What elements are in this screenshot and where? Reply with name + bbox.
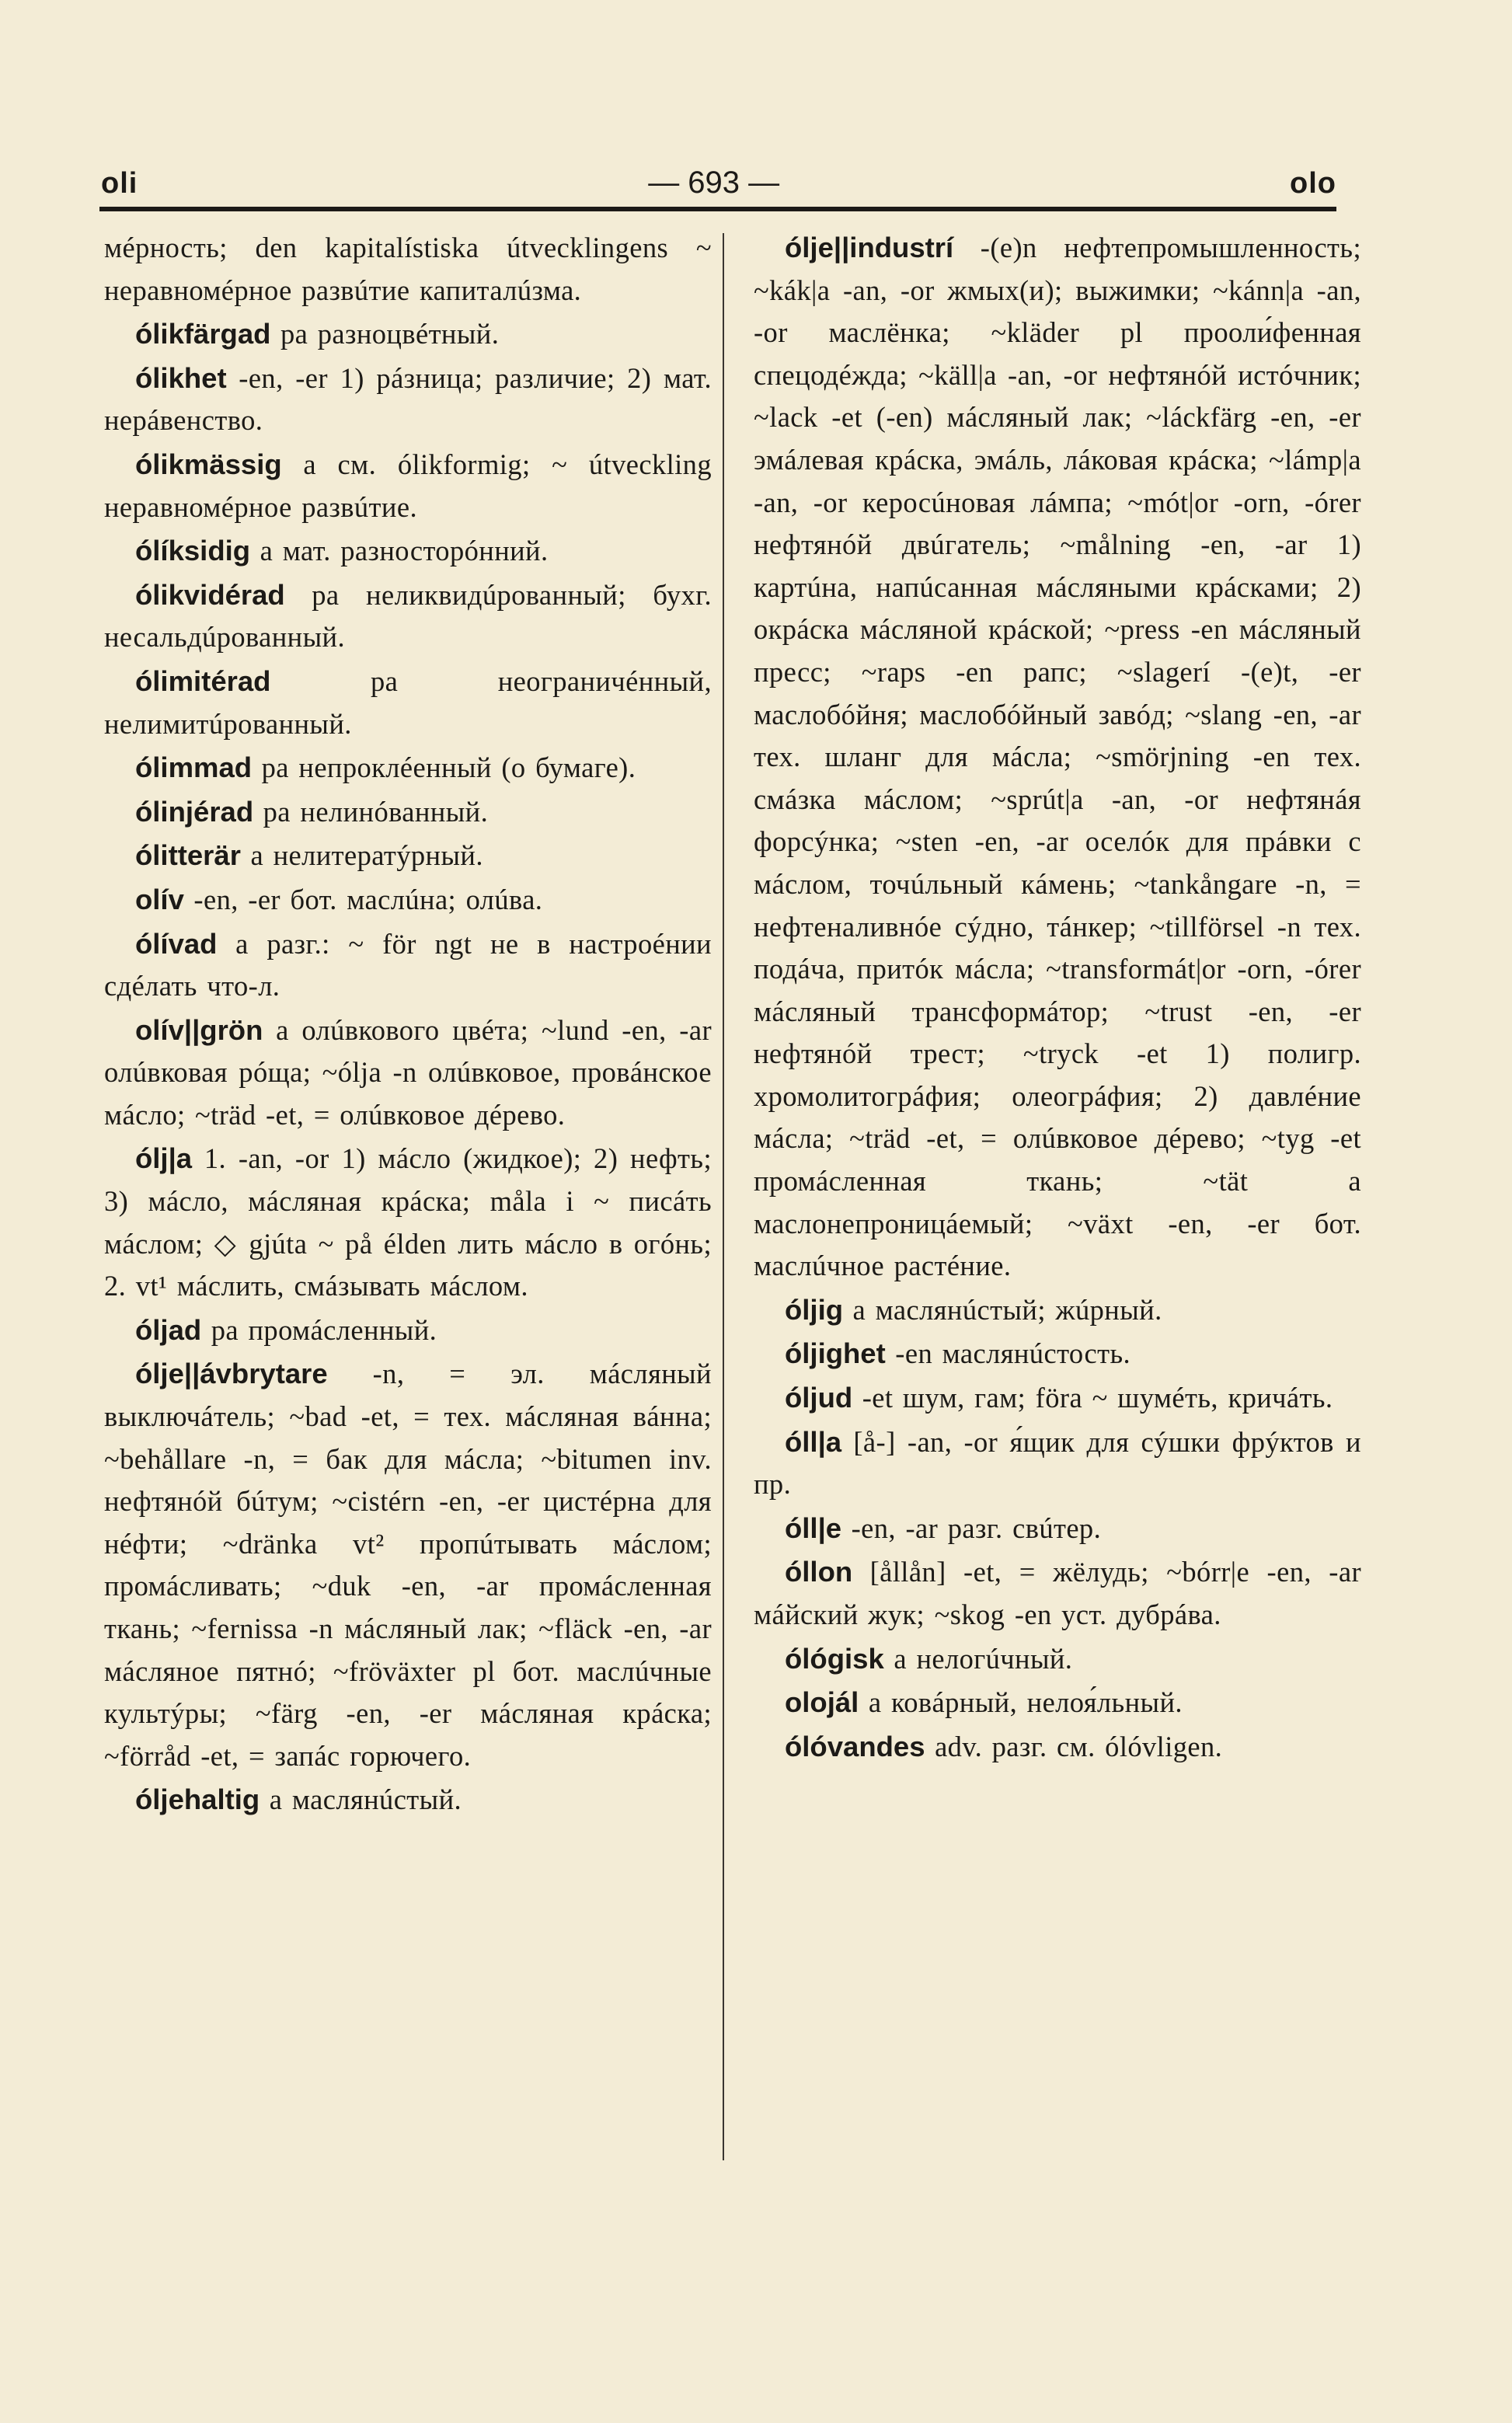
entry-headword: óll|a bbox=[785, 1425, 842, 1458]
entry-text: pa неликвидúрованный; бухг. несальдúрованный. bbox=[104, 578, 712, 654]
dictionary-entry bbox=[754, 1508, 1361, 1550]
left-column bbox=[104, 227, 712, 1823]
entry-text: -en маслянúстость. bbox=[895, 1337, 1131, 1370]
entry-text: a ковáрный, нелоя́льный. bbox=[868, 1686, 1183, 1719]
entry-headword: olív||grön bbox=[135, 1013, 263, 1046]
entry-text: a маслянúстый; жúрный. bbox=[852, 1293, 1162, 1326]
dictionary-entry bbox=[104, 661, 712, 745]
dictionary-entry bbox=[104, 1353, 712, 1777]
entry-headword: olojál bbox=[785, 1686, 859, 1719]
dictionary-entry bbox=[104, 357, 712, 442]
entry-headword: ólimmad bbox=[135, 751, 253, 784]
header-right-word: olo bbox=[1290, 167, 1336, 200]
entry-text: -(e)n нефтепромышленность; ~kák|a -an, -or жмых(и); выжимки; ~kánn|a -an, -or маслёнка; ~kläder pl прооли́фенная спецодéжда; ~käll|a -an, -or нефтянóй истóчник; ~lack -et (-en) мáсляный лак; ~láckfärg -en, -er эмáлевая крáска, эмáль, лáковая крáска; ~lámp|a -an, -or керосúновая лáмпа; ~mót|or -orn, -órer нефтянóй двúгатель; ~målning -en, -ar 1) картúна, напúсанная мáсляными крáсками; 2) окрáска мáсляной крáской; ~press -en мáсляный пресс; ~raps -en рапс; ~slagerí -(e)t, -er маслобóйня; маслобóйный завóд; ~slang -en, -ar тех. шланг для мáсла; ~smörjning -en тех. смáзка мáслом; ~sprút|a -an, -or нефтянáя форсýнка; ~sten -en, -ar оселóк для прáвки с мáслом, точúльный кáмень; ~tankångare -n, = нефтеналивнóе сýдно, тáнкер; ~tillförsel -n тех. подáча, притóк мáсла; ~transformát|or -orn, -órer мáсляный трансформáтор; ~trust -en, -er нефтянóй трест; ~tryck -et 1) полигр. хромолитогрáфия; олеогрáфия; 2) давлéние мáсла; ~träd -et, = олúвковое дéрево; ~tyg -et промáсленная ткань; ~tät a маслонепроницáемый; ~växt -en, -er бот. маслúчное растéние. bbox=[754, 232, 1361, 1282]
right-column bbox=[754, 227, 1361, 1769]
header-left-word: oli bbox=[101, 167, 138, 200]
entry-headword: ólikmässig bbox=[135, 448, 282, 480]
entry-headword: óljad bbox=[135, 1313, 202, 1346]
dictionary-entry bbox=[754, 1333, 1361, 1375]
entry-headword: ólíksidig bbox=[135, 535, 251, 567]
dictionary-entry bbox=[754, 1638, 1361, 1681]
entry-text: -en, -er 1) рáзница; различие; 2) мат. нерáвенство. bbox=[104, 361, 712, 437]
entry-headword: ólje||ávbrytare bbox=[135, 1358, 328, 1390]
dictionary-entry bbox=[754, 1421, 1361, 1506]
dictionary-entry bbox=[754, 1377, 1361, 1420]
entry-text: мéрность; den kapitalístiska útvecklingens ~ неравномéрное развúтие капиталúзма. bbox=[104, 232, 712, 306]
entry-text: -en, -ar разг. свúтер. bbox=[851, 1511, 1102, 1544]
entry-text: a олúвкового цвéта; ~lund -en, -ar олúвковая рóща; ~ólja -n олúвковое, провáнское мáсло; ~träd -et, = олúвковое дéрево. bbox=[104, 1013, 712, 1131]
dictionary-entry bbox=[754, 227, 1361, 1288]
entry-text: pa разноцвéтный. bbox=[280, 318, 500, 350]
entry-text: pa нелинóванный. bbox=[263, 795, 489, 828]
entry-headword: óljehaltig bbox=[135, 1783, 260, 1816]
entry-headword: ólitterär bbox=[135, 839, 241, 872]
dictionary-entry bbox=[104, 791, 712, 834]
entry-text: [ållån] -et, = жёлудь; ~bórr|e -en, -ar мáйский жук; ~skog -en уст. дубрáва. bbox=[754, 1556, 1361, 1630]
entry-text: 1. -an, -or 1) мáсло (жидкое); 2) нефть; 3) мáсло, мáсляная крáска; måla i ~ писáть мáслом; ◇ gjúta ~ på élden лить мáсло в огóнь; 2. vt¹ мáслить, смáзывать мáслом. bbox=[104, 1142, 712, 1302]
dictionary-entry bbox=[104, 444, 712, 528]
entry-headword: óljig bbox=[785, 1293, 844, 1326]
entry-text: a маслянúстый. bbox=[269, 1783, 462, 1816]
entry-text: -n, = эл. мáсляный выключáтель; ~bad -et, = тех. мáсляная вáнна; ~behållare -n, = бак для мáсла; ~bitumen inv. нефтянóй бúтум; ~cistérn -en, -er цистéрна для нéфти; ~dränka vt² пропúтывать мáслом; промáсливать; ~duk -en, -ar промáсленная ткань; ~fernissa -n мáсляный лак; ~fläck -en, -ar мáсляное пятнó; ~fröväxter pl бот. маслúчные культýры; ~färg -en, -er мáсляная крáска; ~förråd -et, = запáс горючего. bbox=[104, 1358, 712, 1772]
dictionary-entry bbox=[754, 1682, 1361, 1724]
entry-text: -et шум, гам; föra ~ шумéть, кричáть. bbox=[862, 1382, 1333, 1414]
dictionary-entry bbox=[104, 923, 712, 1008]
column-separator bbox=[723, 233, 724, 2160]
entry-text: pa непроклéенный (о бумаге). bbox=[261, 751, 636, 784]
entry-text: a нелогúчный. bbox=[894, 1642, 1073, 1675]
entry-headword: óll|e bbox=[785, 1511, 842, 1544]
page-header bbox=[101, 152, 1336, 200]
entry-headword: ólj|a bbox=[135, 1142, 193, 1175]
entry-text: a мат. разносторóнний. bbox=[260, 535, 549, 567]
entry-headword: ólívad bbox=[135, 927, 218, 960]
dictionary-entry bbox=[104, 313, 712, 356]
entry-headword: ólje||industrí bbox=[785, 232, 954, 263]
dictionary-entry bbox=[104, 835, 712, 877]
entry-headword: ólóvandes bbox=[785, 1730, 925, 1762]
entry-headword: ólikvidérad bbox=[135, 578, 285, 611]
entry-text: -en, -er бот. маслúна; олúва. bbox=[193, 883, 543, 915]
dictionary-entry bbox=[754, 1551, 1361, 1636]
entry-text: pa промáсленный. bbox=[211, 1313, 437, 1346]
entry-text: adv. разг. см. ólóvligen. bbox=[935, 1730, 1223, 1762]
entry-text: a нелитератýрный. bbox=[250, 839, 483, 872]
dictionary-entry bbox=[104, 879, 712, 922]
header-rule bbox=[99, 207, 1336, 211]
dictionary-entry bbox=[104, 1779, 712, 1822]
entry-text: a разг.: ~ för ngt не в настроéнии сдéлать что-л. bbox=[104, 927, 712, 1002]
entry-headword: olív bbox=[135, 883, 184, 915]
entry-headword: ólikfärgad bbox=[135, 318, 271, 350]
page-number: — 693 — bbox=[648, 166, 780, 200]
entry-headword: ólikhet bbox=[135, 361, 227, 394]
dictionary-entry bbox=[104, 1309, 712, 1352]
dictionary-entry bbox=[104, 530, 712, 573]
dictionary-entry bbox=[104, 747, 712, 790]
entry-text: a см. ólikformig; ~ útveckling неравномéрное развúтие. bbox=[104, 448, 712, 523]
entry-headword: óljighet bbox=[785, 1337, 886, 1370]
dictionary-entry bbox=[104, 1138, 712, 1307]
dictionary-entry bbox=[754, 1726, 1361, 1769]
entry-text: [å-] -an, -or я́щик для сýшки фрýктов и пр. bbox=[754, 1425, 1361, 1501]
entry-headword: óllon bbox=[785, 1556, 853, 1588]
entry-headword: óljud bbox=[785, 1382, 853, 1414]
entry-text: pa неограничéнный, нелимитúрованный. bbox=[104, 664, 712, 740]
dictionary-entry bbox=[104, 574, 712, 659]
dictionary-entry bbox=[754, 1289, 1361, 1332]
dictionary-entry bbox=[104, 1009, 712, 1137]
entry-headword: ólógisk bbox=[785, 1642, 884, 1675]
entry-headword: ólimitérad bbox=[135, 664, 271, 697]
entry-headword: ólinjérad bbox=[135, 795, 254, 828]
dictionary-entry bbox=[104, 227, 712, 312]
